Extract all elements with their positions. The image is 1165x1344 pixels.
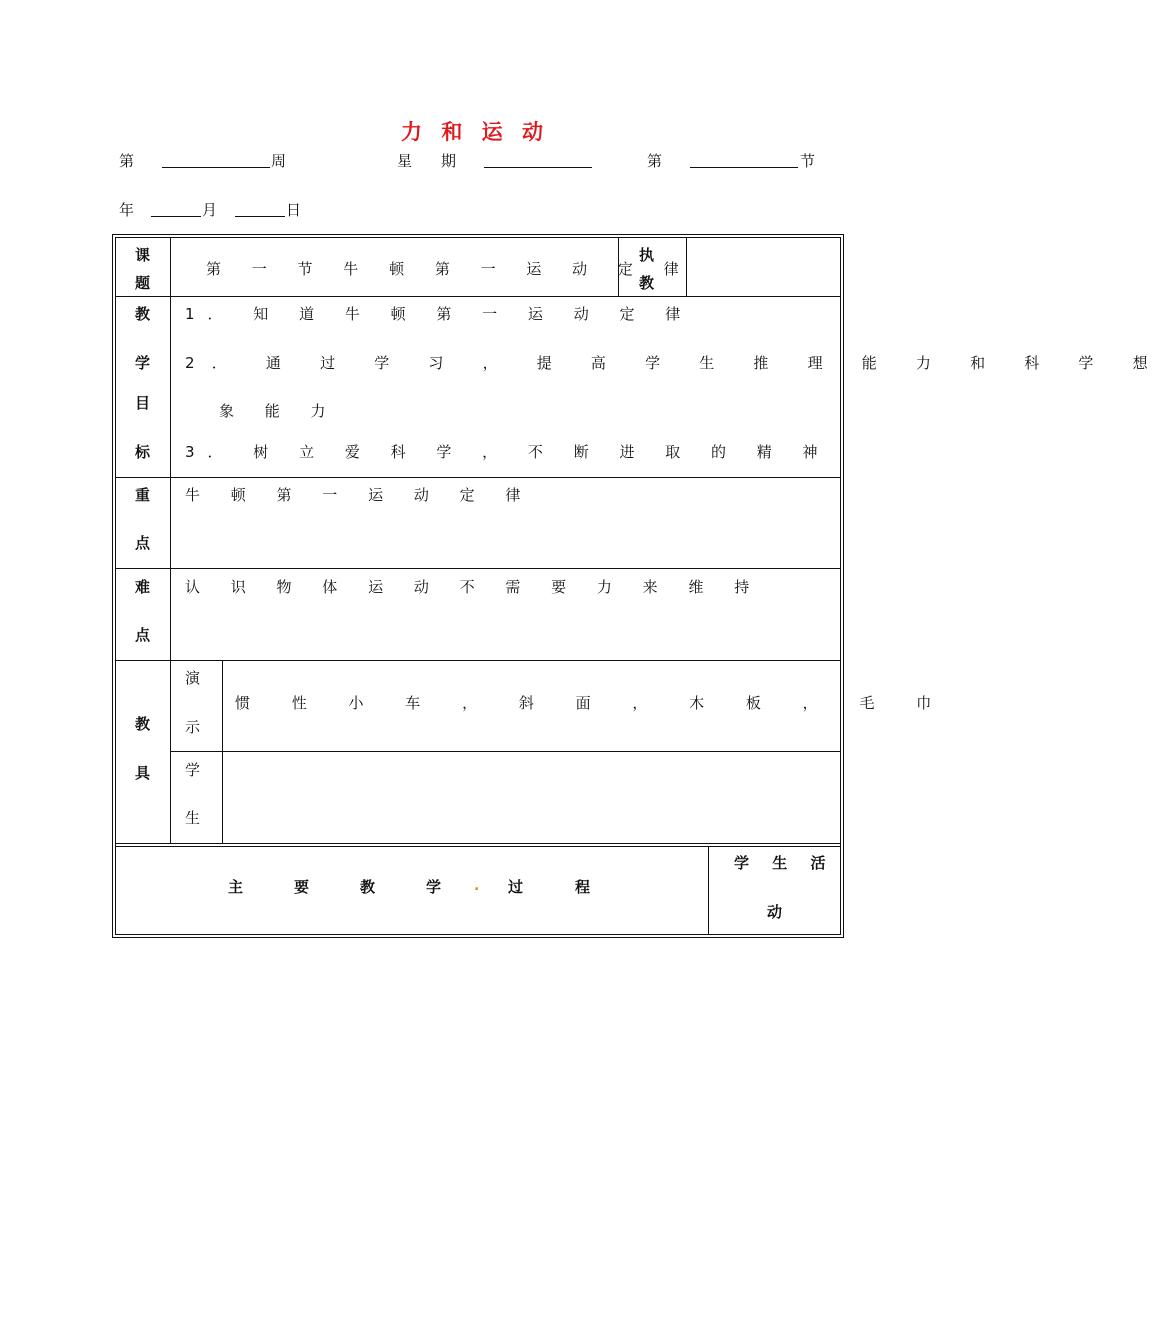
header-week-suffix: 周 bbox=[271, 152, 287, 170]
student-label-1: 学 bbox=[185, 761, 201, 779]
process-char-2: 要 bbox=[294, 878, 310, 896]
demo-label-2: 示 bbox=[185, 718, 201, 736]
week-blank[interactable] bbox=[162, 167, 270, 168]
student-label-2: 生 bbox=[185, 809, 201, 827]
process-dot: . bbox=[474, 878, 480, 894]
month-blank[interactable] bbox=[235, 216, 285, 217]
process-char-4: 学 bbox=[426, 878, 442, 896]
difficulty-label-2: 点 bbox=[135, 626, 151, 644]
period-blank[interactable] bbox=[690, 167, 798, 168]
teacher-label-2: 教 bbox=[639, 274, 655, 292]
goal-item-3: 3． 树 立 爱 科 学 ， 不 断 进 取 的 精 神 bbox=[185, 443, 831, 461]
topic-label-1: 课 bbox=[135, 246, 151, 264]
header-week-prefix: 第 bbox=[119, 152, 135, 170]
process-char-6: 程 bbox=[575, 878, 591, 896]
header-year: 年 bbox=[119, 201, 135, 219]
student-activity-label-1: 学 生 活 bbox=[734, 854, 835, 872]
key-label-2: 点 bbox=[135, 534, 151, 552]
header-period-suffix: 节 bbox=[800, 152, 816, 170]
key-label-1: 重 bbox=[135, 486, 151, 504]
goals-label-4: 标 bbox=[135, 443, 151, 461]
demo-items: 惯 性 小 车 ， 斜 面 ， 木 板 ， 毛 巾 bbox=[235, 694, 950, 712]
weekday-blank[interactable] bbox=[484, 167, 592, 168]
goals-label-1: 教 bbox=[135, 305, 151, 323]
tools-label-1: 教 bbox=[135, 715, 151, 733]
teacher-field[interactable] bbox=[688, 239, 838, 294]
process-char-5: 过 bbox=[508, 878, 524, 896]
goal-item-1: 1． 知 道 牛 顿 第 一 运 动 定 律 bbox=[185, 305, 694, 323]
lesson-title: 第 一 节 牛 顿 第 一 运 动 定 律 bbox=[206, 260, 692, 278]
difficulty-point: 认 识 物 体 运 动 不 需 要 力 来 维 持 bbox=[185, 578, 763, 596]
teacher-label-1: 执 bbox=[639, 246, 655, 264]
goals-label-2: 学 bbox=[135, 354, 151, 372]
year-blank[interactable] bbox=[151, 216, 201, 217]
tools-label-2: 具 bbox=[135, 764, 151, 782]
goals-label-3: 目 bbox=[135, 394, 151, 412]
goal-item-2: 2． 通 过 学 习 ， 提 高 学 生 推 理 能 力 和 科 学 想 bbox=[185, 354, 1165, 372]
student-activity-label-2: 动 bbox=[767, 903, 783, 921]
header-month: 月 bbox=[202, 201, 218, 219]
header-day: 日 bbox=[286, 201, 302, 219]
process-char-1: 主 bbox=[228, 878, 244, 896]
document-title: 力 和 运 动 bbox=[401, 120, 549, 144]
header-weekday-1: 星 bbox=[397, 152, 413, 170]
goal-item-2-cont: 象 能 力 bbox=[219, 402, 339, 420]
key-point: 牛 顿 第 一 运 动 定 律 bbox=[185, 486, 534, 504]
header-period-prefix: 第 bbox=[647, 152, 663, 170]
topic-label-2: 题 bbox=[135, 274, 151, 292]
demo-label-1: 演 bbox=[185, 669, 201, 687]
difficulty-label-1: 难 bbox=[135, 578, 151, 596]
process-char-3: 教 bbox=[360, 878, 376, 896]
header-weekday-2: 期 bbox=[441, 152, 457, 170]
